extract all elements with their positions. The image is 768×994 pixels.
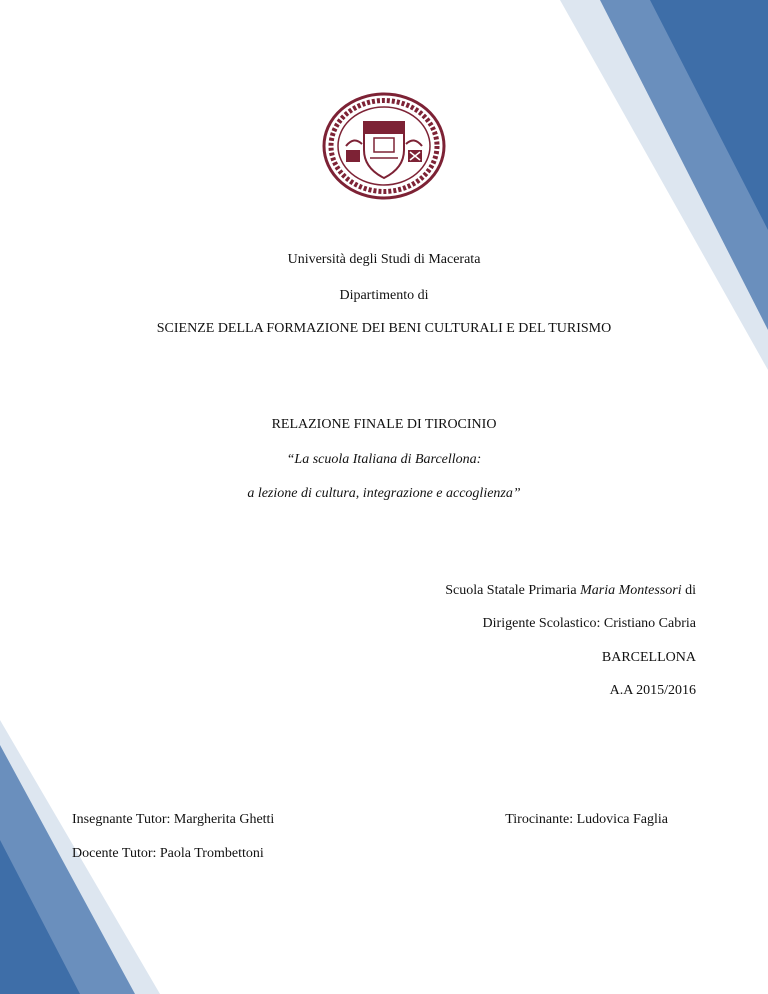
school-line (445, 583, 696, 599)
department-name: SCIENZE DELLA FORMAZIONE DEI BENI CULTURALI E DEL TURISMO (156, 321, 612, 336)
university-name: Università degli Studi di Macerata (287, 252, 481, 267)
report-title-line2: a lezione di cultura, integrazione e accoglienza” (247, 486, 521, 501)
school-name: Maria Montessori (580, 583, 682, 598)
university-seal-icon (320, 92, 448, 200)
lecturer-tutor: Docente Tutor: Paola Trombettoni (72, 846, 264, 861)
school-prefix: Scuola Statale Primaria (445, 583, 581, 598)
school-suffix: di (681, 583, 696, 598)
school-city: BARCELLONA (601, 650, 696, 665)
principal: Dirigente Scolastico: Cristiano Cabria (482, 616, 696, 631)
report-type: RELAZIONE FINALE DI TIROCINIO (271, 417, 497, 432)
trainee: Tirocinante: Ludovica Faglia (505, 812, 668, 827)
teacher-tutor: Insegnante Tutor: Margherita Ghetti (72, 812, 275, 827)
report-title-line1: “La scuola Italiana di Barcellona: (286, 452, 482, 467)
department-label: Dipartimento di (339, 288, 429, 303)
academic-year: A.A 2015/2016 (609, 683, 696, 698)
